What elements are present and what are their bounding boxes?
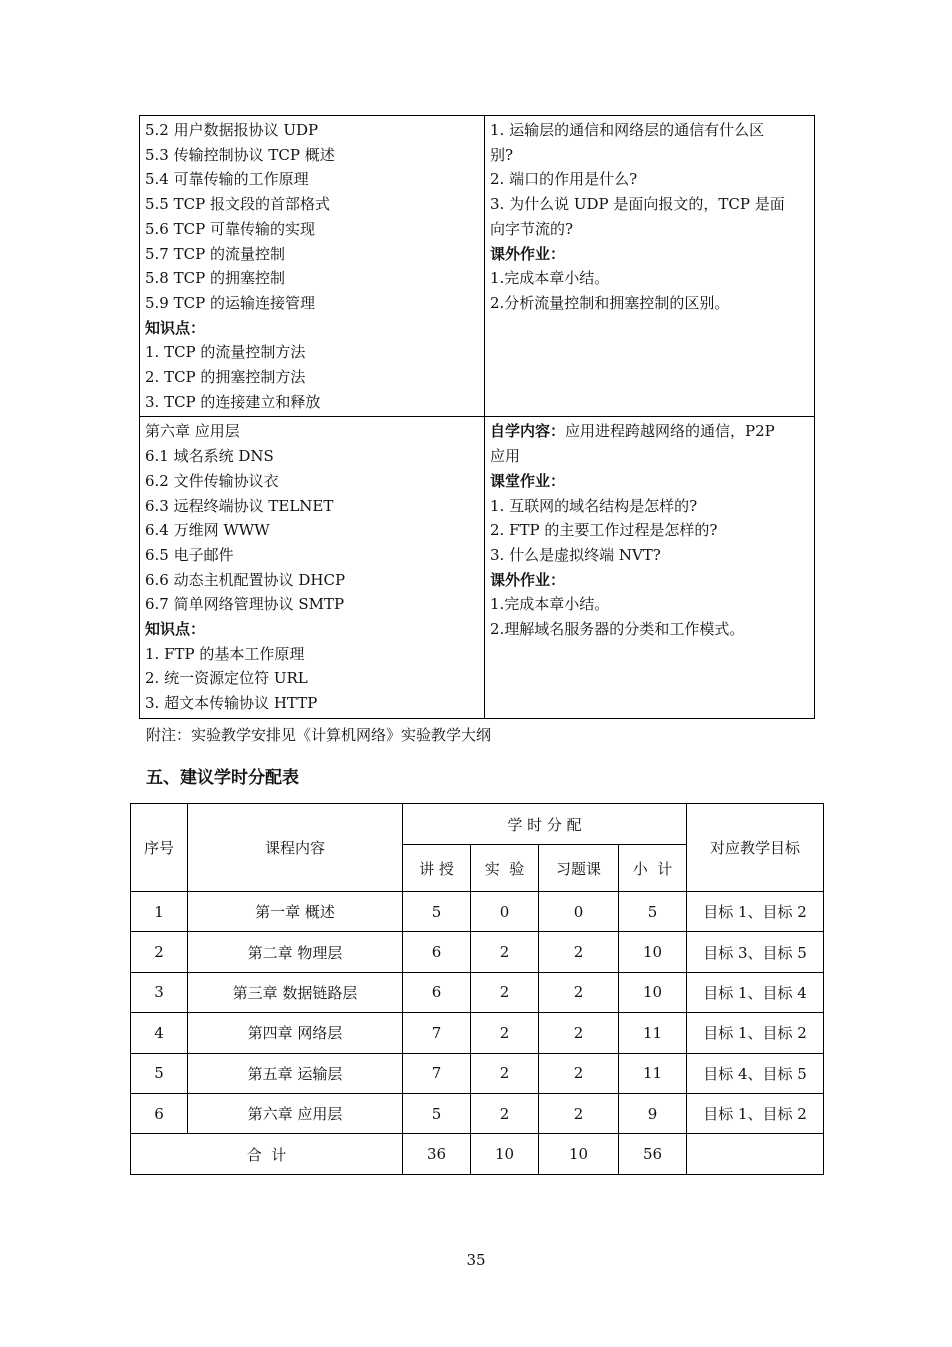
topic-line: 6.5 电子邮件 (145, 545, 234, 564)
topic-line: 1. FTP 的基本工作原理 (145, 644, 305, 663)
self-study-line (490, 419, 809, 444)
topic-line: 6.2 文件传输协议衣 (145, 471, 279, 490)
self-study-text: 应用进程跨越网络的通信，P2P (565, 422, 775, 441)
cell-exercise: 2 (539, 1013, 619, 1053)
assignment-line: 课外作业： (490, 570, 566, 589)
chapter5-row (140, 116, 815, 417)
topic-line: 知识点： (145, 318, 206, 337)
cell-lecture: 7 (403, 1053, 471, 1093)
cell-seq: 3 (131, 972, 188, 1012)
cell-lecture: 5 (403, 892, 471, 932)
assignment-line: 课外作业： (490, 244, 566, 263)
header-allocation: 学 时 分 配 (403, 804, 687, 845)
table-row (131, 972, 824, 1012)
topic-line: 6.7 简单网络管理协议 SMTP (145, 595, 345, 614)
topic-line: 6.6 动态主机配置协议 DHCP (145, 570, 346, 589)
total-label: 合 计 (131, 1134, 403, 1175)
topic-line: 5.4 可靠传输的工作原理 (145, 170, 309, 189)
footnote: 附注：实验教学安排见《计算机网络》实验教学大纲 (146, 726, 492, 744)
cell-subtotal: 9 (619, 1093, 687, 1133)
table-row (131, 1013, 824, 1053)
cell-exercise: 2 (539, 1053, 619, 1093)
cell-seq: 2 (131, 932, 188, 972)
topic-line: 6.1 域名系统 DNS (145, 447, 274, 466)
assignment-line: 3. 为什么说 UDP 是面向报文的，TCP 是面 (490, 195, 785, 214)
cell-content: 第一章 概述 (188, 892, 403, 932)
assignment-line: 2. 端口的作用是什么? (490, 170, 638, 189)
cell-seq: 6 (131, 1093, 188, 1133)
cell-content: 第四章 网络层 (188, 1013, 403, 1053)
cell-content: 第三章 数据链路层 (188, 972, 403, 1012)
chapter6-assignments-cell (485, 417, 815, 718)
cell-lecture: 6 (403, 932, 471, 972)
hours-allocation-table (130, 803, 824, 1175)
hours-table-body (131, 892, 824, 1134)
assignment-line: 1.完成本章小结。 (490, 269, 610, 288)
table-row (131, 892, 824, 932)
total-exercise: 10 (539, 1134, 619, 1175)
chapter5-assignments-cell (485, 116, 815, 417)
cell-goals: 目标 4、目标 5 (687, 1053, 824, 1093)
chapter6-row (140, 417, 815, 718)
cell-lab: 2 (471, 1093, 539, 1133)
header-row-1 (131, 804, 824, 845)
topic-line: 5.5 TCP 报文段的首部格式 (145, 195, 330, 214)
assignment-line: 3. 什么是虚拟终端 NVT? (490, 545, 661, 564)
cell-seq: 1 (131, 892, 188, 932)
total-row (131, 1134, 824, 1175)
section-heading: 五、建议学时分配表 (146, 768, 299, 788)
cell-lab: 2 (471, 932, 539, 972)
assignment-line: 2. FTP 的主要工作过程是怎样的? (490, 521, 718, 540)
header-lab: 实 验 (471, 845, 539, 892)
topic-line: 5.6 TCP 可靠传输的实现 (145, 219, 315, 238)
cell-exercise: 2 (539, 932, 619, 972)
cell-lab: 2 (471, 1053, 539, 1093)
assignment-line: 2.理解域名服务器的分类和工作模式。 (490, 620, 745, 639)
cell-goals: 目标 1、目标 2 (687, 1013, 824, 1053)
topic-line: 第六章 应用层 (145, 422, 240, 441)
cell-subtotal: 10 (619, 972, 687, 1012)
total-subtotal: 56 (619, 1134, 687, 1175)
assignment-line: 1. 运输层的通信和网络层的通信有什么区 (490, 121, 765, 139)
topic-line: 6.4 万维网 WWW (145, 521, 270, 540)
assignment-line: 应用 (490, 447, 521, 466)
topic-line: 5.2 用户数据报协议 UDP (145, 121, 319, 139)
table-row (131, 1093, 824, 1133)
topic-line: 5.9 TCP 的运输连接管理 (145, 293, 315, 312)
cell-goals: 目标 1、目标 2 (687, 892, 824, 932)
cell-content: 第二章 物理层 (188, 932, 403, 972)
chapter5-topics-cell (140, 116, 485, 417)
total-goals (687, 1134, 824, 1175)
topic-line: 2. 统一资源定位符 URL (145, 669, 308, 688)
topic-line: 2. TCP 的拥塞控制方法 (145, 368, 306, 387)
cell-lab: 2 (471, 972, 539, 1012)
topic-line: 3. 超文本传输协议 HTTP (145, 694, 318, 713)
header-exercise: 习题课 (539, 845, 619, 892)
cell-subtotal: 10 (619, 932, 687, 972)
topic-line: 6.3 远程终端协议 TELNET (145, 496, 334, 515)
cell-exercise: 0 (539, 892, 619, 932)
cell-lecture: 7 (403, 1013, 471, 1053)
table-row (131, 932, 824, 972)
total-lab: 10 (471, 1134, 539, 1175)
cell-lecture: 5 (403, 1093, 471, 1133)
assignment-line: 别? (490, 145, 514, 164)
cell-goals: 目标 3、目标 5 (687, 932, 824, 972)
header-lecture: 讲 授 (403, 845, 471, 892)
cell-subtotal: 5 (619, 892, 687, 932)
assignment-line: 1.完成本章小结。 (490, 595, 610, 614)
cell-exercise: 2 (539, 1093, 619, 1133)
topic-line: 1. TCP 的流量控制方法 (145, 343, 306, 362)
assignment-line: 2.分析流量控制和拥塞控制的区别。 (490, 293, 730, 312)
cell-goals: 目标 1、目标 4 (687, 972, 824, 1012)
assignment-line: 1. 互联网的域名结构是怎样的? (490, 496, 698, 515)
header-subtotal: 小 计 (619, 845, 687, 892)
cell-exercise: 2 (539, 972, 619, 1012)
header-content: 课程内容 (188, 804, 403, 892)
assignment-line: 课堂作业： (490, 471, 566, 490)
cell-subtotal: 11 (619, 1013, 687, 1053)
topic-line: 5.8 TCP 的拥塞控制 (145, 269, 285, 288)
chapter6-topics-cell (140, 417, 485, 718)
page-number: 35 (466, 1251, 486, 1269)
chapter-content-table (139, 115, 815, 719)
header-goals: 对应教学目标 (687, 804, 824, 892)
cell-subtotal: 11 (619, 1053, 687, 1093)
cell-goals: 目标 1、目标 2 (687, 1093, 824, 1133)
topic-line: 5.3 传输控制协议 TCP 概述 (145, 145, 335, 164)
cell-lab: 2 (471, 1013, 539, 1053)
cell-seq: 5 (131, 1053, 188, 1093)
cell-content: 第六章 应用层 (188, 1093, 403, 1133)
header-seq: 序号 (131, 804, 188, 892)
total-lecture: 36 (403, 1134, 471, 1175)
self-study-label: 自学内容： (490, 422, 566, 441)
assignment-line: 向字节流的? (490, 219, 574, 238)
cell-lab: 0 (471, 892, 539, 932)
table-row (131, 1053, 824, 1093)
topic-line: 5.7 TCP 的流量控制 (145, 244, 285, 263)
topic-line: 知识点： (145, 620, 206, 639)
cell-seq: 4 (131, 1013, 188, 1053)
topic-line: 3. TCP 的连接建立和释放 (145, 392, 321, 411)
cell-content: 第五章 运输层 (188, 1053, 403, 1093)
cell-lecture: 6 (403, 972, 471, 1012)
